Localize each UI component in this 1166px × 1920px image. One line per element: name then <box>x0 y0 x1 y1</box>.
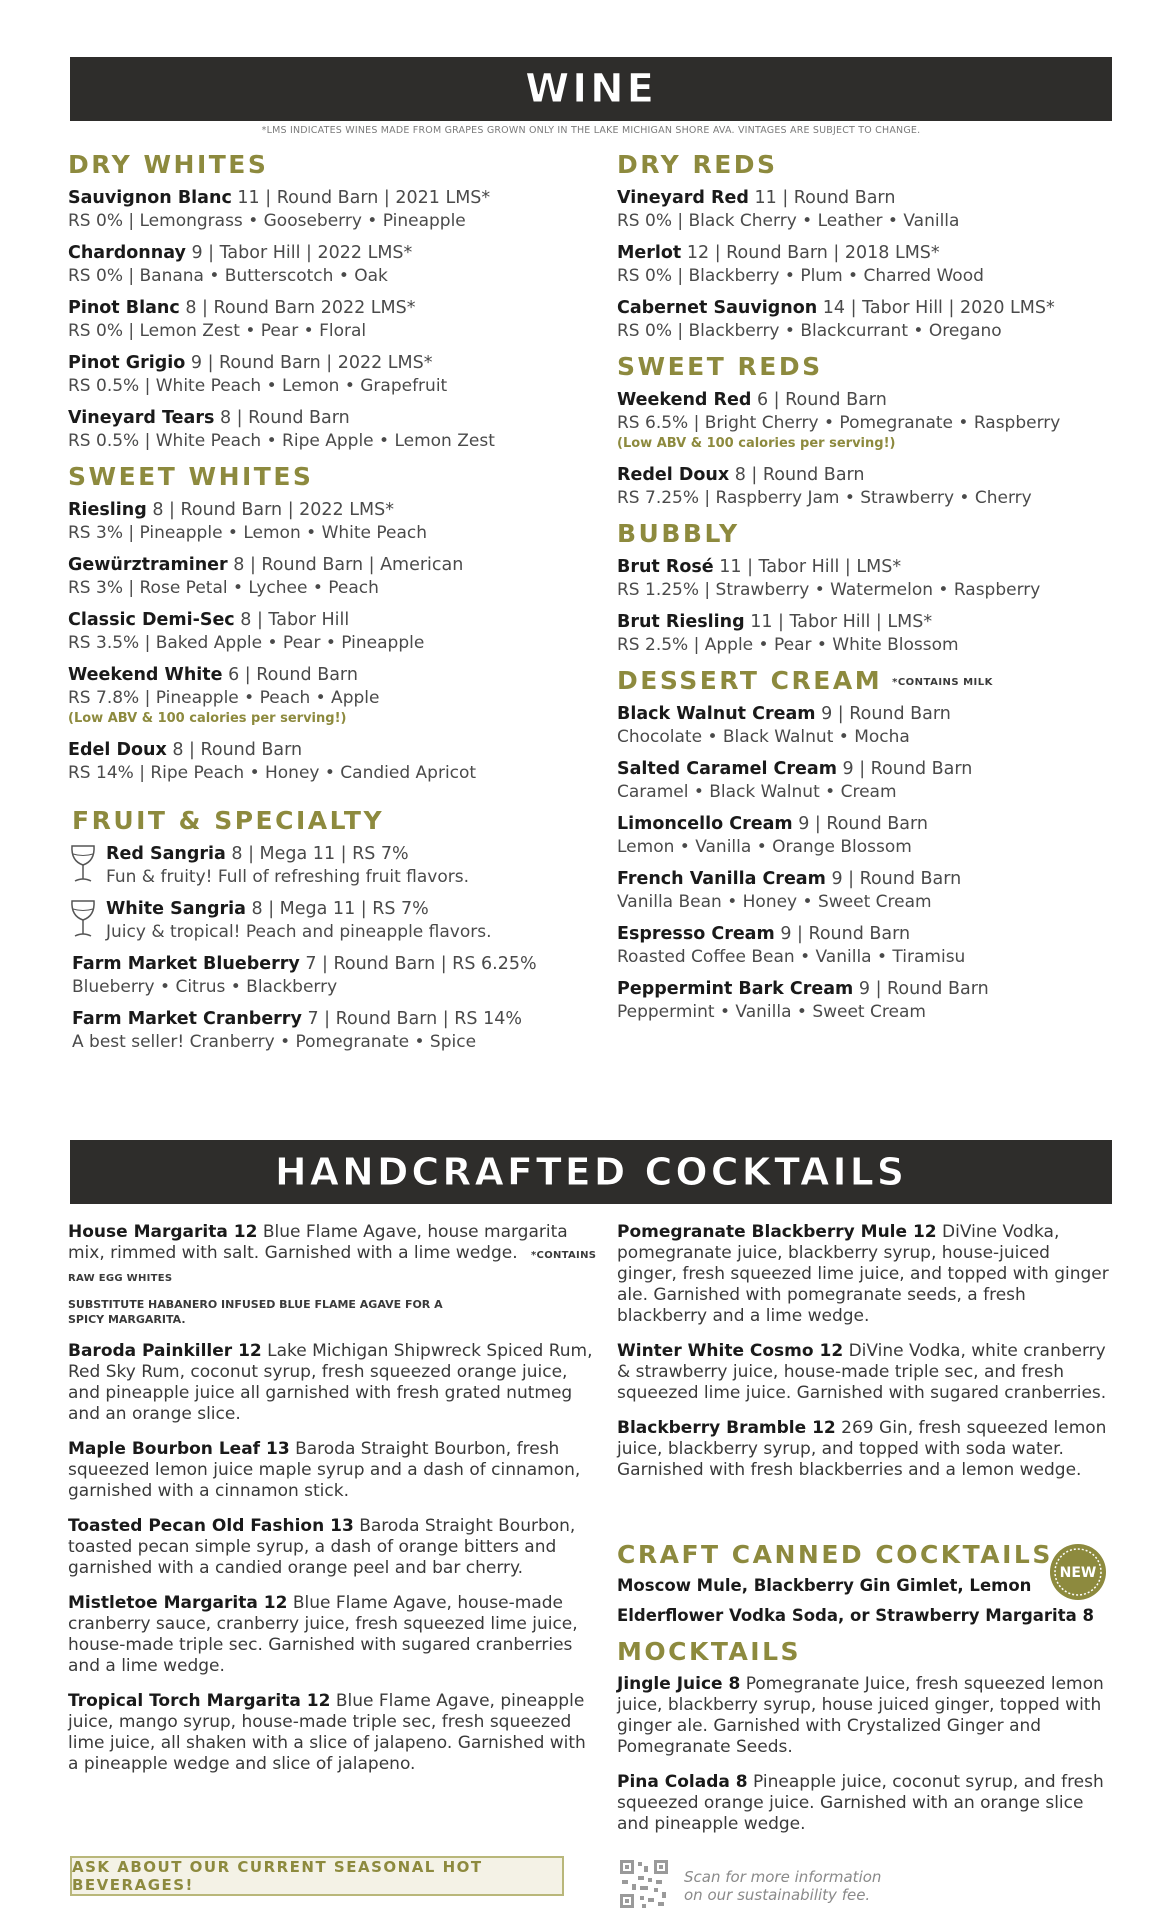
wine-notes: RS 3% | Rose Petal • Lychee • Peach <box>68 578 379 598</box>
cocktail-item <box>617 1222 1112 1327</box>
new-badge <box>1048 1542 1108 1602</box>
canned-line-2: Elderflower Vodka Soda, or Strawberry Margarita 8 <box>617 1606 1094 1625</box>
wine-glass-icon <box>68 843 98 885</box>
wine-item <box>617 813 1117 858</box>
mocktail-price: 8 <box>735 1772 748 1792</box>
wine-item <box>72 953 608 998</box>
cocktail-desc: DiVine Vodka, pomegranate juice, blackberry syrup, house-juiced ginger, fresh squeezed lime juice, and topped with ginger ale. Garnished with pomegranate seeds, a fresh blackberry and a lime wedge. <box>617 1222 1109 1326</box>
wine-details: 9 | Round Barn <box>842 759 973 779</box>
cocktail-desc: Blue Flame Agave, pineapple juice, mango syrup, house-made triple sec, fresh squeezed lime juice, all shaken with a slice of jalapeno. Garnished with a pineapple wedge and slice of jalapeno. <box>68 1691 586 1774</box>
cocktail-item <box>617 1341 1112 1404</box>
wine-details: 7 | Round Barn | RS 6.25% <box>305 954 537 974</box>
sangria-name: Red Sangria <box>106 844 226 864</box>
wine-notes: RS 0% | Banana • Butterscotch • Oak <box>68 266 388 286</box>
mocktail-desc: Pineapple juice, coconut syrup, and fresh squeezed orange juice. Garnished with an orange slice and pineapple wedge. <box>617 1772 1104 1834</box>
wine-item <box>68 407 608 452</box>
wine-item <box>617 758 1117 803</box>
dessert-cream-title <box>617 666 1117 695</box>
wine-details: 6 | Round Barn <box>228 665 358 685</box>
wine-name: Riesling <box>68 500 147 520</box>
wine-notes: RS 14% | Ripe Peach • Honey • Candied Apricot <box>68 763 477 783</box>
scan-line-2: on our sustainability fee. <box>684 1886 871 1904</box>
wine-item <box>68 664 608 729</box>
wine-notes: A best seller! Cranberry • Pomegranate • Spice <box>72 1032 477 1052</box>
wine-item <box>617 868 1117 913</box>
wine-item <box>68 499 608 544</box>
wine-item <box>617 611 1117 656</box>
mocktail-item <box>617 1772 1117 1835</box>
wine-details: 8 | Tabor Hill <box>240 610 350 630</box>
wine-item <box>617 556 1117 601</box>
wine-notes: RS 0% | Lemon Zest • Pear • Floral <box>68 321 367 341</box>
dry-whites-title: DRY WHITES <box>68 150 269 179</box>
cocktail-price: 13 <box>330 1516 354 1536</box>
cocktail-price: 12 <box>233 1222 258 1242</box>
wine-name: Merlot <box>617 243 682 263</box>
cocktails-right-column <box>617 1222 1112 1495</box>
cocktail-name: House Margarita <box>68 1222 228 1242</box>
wine-details: 8 | Round Barn <box>172 740 303 760</box>
sweet-whites-title: SWEET WHITES <box>68 462 314 491</box>
cocktail-desc: Blue Flame Agave, house margarita mix, rimmed with salt. Garnished with a lime wedge. <box>68 1222 568 1263</box>
wine-details: 9 | Round Barn <box>831 869 962 889</box>
wine-name: Pinot Blanc <box>68 298 180 318</box>
wine-details: 11 | Tabor Hill | LMS* <box>719 557 902 577</box>
lms-note: *LMS INDICATES WINES MADE FROM GRAPES GROWN ONLY IN THE LAKE MICHIGAN SHORE AVA. VINTAGES ARE SUBJECT TO CHANGE. <box>261 125 921 136</box>
wine-name: Vineyard Red <box>617 188 749 208</box>
wine-name: Cabernet Sauvignon <box>617 298 818 318</box>
wine-item <box>617 187 1117 232</box>
dry-whites-list <box>68 187 608 452</box>
sangria-item <box>68 898 608 943</box>
wine-name: Redel Doux <box>617 465 730 485</box>
sweet-reds-list <box>617 389 1117 509</box>
wine-notes: Vanilla Bean • Honey • Sweet Cream <box>617 892 932 912</box>
sweet-reds-title: SWEET REDS <box>617 352 823 381</box>
cocktail-name: Tropical Torch Margarita <box>68 1691 301 1711</box>
seasonal-beverages-text: ASK ABOUT OUR CURRENT SEASONAL HOT BEVERAGES! <box>72 1858 483 1894</box>
wine-details: 7 | Round Barn | RS 14% <box>307 1009 522 1029</box>
wine-details: 12 | Round Barn | 2018 LMS* <box>686 243 940 263</box>
cocktails-banner <box>70 1140 1112 1204</box>
wine-details: 11 | Round Barn <box>754 188 896 208</box>
wine-left-column <box>68 150 608 1063</box>
cocktail-desc: Baroda Straight Bourbon, toasted pecan simple syrup, a dash of orange bitters and garnished with a candied orange peel and bar cherry. <box>68 1516 576 1578</box>
wine-notes: RS 3.5% | Baked Apple • Pear • Pineapple <box>68 633 425 653</box>
wine-details: 14 | Tabor Hill | 2020 LMS* <box>822 298 1055 318</box>
wine-name: Salted Caramel Cream <box>617 759 837 779</box>
wine-notes: Caramel • Black Walnut • Cream <box>617 782 897 802</box>
cocktails-title: HANDCRAFTED COCKTAILS <box>274 1150 908 1194</box>
cocktail-name: Mistletoe Margarita <box>68 1593 258 1613</box>
wine-notes: RS 7.25% | Raspberry Jam • Strawberry • Cherry <box>617 488 1032 508</box>
wine-notes: RS 6.5% | Bright Cherry • Pomegranate • Raspberry <box>617 413 1061 433</box>
mocktail-desc: Pomegranate Juice, fresh squeezed lemon juice, blackberry syrup, house juiced ginger, topped with ginger ale. Garnished with Crystalized Ginger and Pomegranate Seeds. <box>617 1674 1104 1757</box>
cocktail-price: 12 <box>912 1222 937 1242</box>
wine-notes: Peppermint • Vanilla • Sweet Cream <box>617 1002 926 1022</box>
wine-item <box>72 1008 608 1053</box>
mocktail-name: Jingle Juice <box>617 1674 723 1694</box>
cocktail-name: Toasted Pecan Old Fashion <box>68 1516 325 1536</box>
wine-notes: RS 2.5% | Apple • Pear • White Blossom <box>617 635 959 655</box>
cocktail-desc: Lake Michigan Shipwreck Spiced Rum, Red Sky Rum, coconut syrup, fresh squeezed orange juice, and pineapple juice all garnished with fresh grated nutmeg and an orange slice. <box>68 1341 593 1424</box>
cocktail-name: Pomegranate Blackberry Mule <box>617 1222 908 1242</box>
sangria-notes: Juicy & tropical! Peach and pineapple flavors. <box>106 922 492 942</box>
mocktails-title: MOCKTAILS <box>617 1637 802 1666</box>
sustainability-note <box>684 1868 924 1904</box>
cocktail-desc: Blue Flame Agave, house-made cranberry sauce, cranberry juice, fresh squeezed lime juice, house-made triple sec. Garnished with sugared cranberries and a lime wedge. <box>68 1593 578 1676</box>
wine-details: 8 | Round Barn | American <box>233 555 464 575</box>
wine-notes: Chocolate • Black Walnut • Mocha <box>617 727 910 747</box>
promo-note: (Low ABV & 100 calories per serving!) <box>68 711 347 726</box>
wine-item <box>68 609 608 654</box>
bubbly-list <box>617 556 1117 656</box>
wine-notes: RS 3% | Pineapple • Lemon • White Peach <box>68 523 428 543</box>
dessert-cream-list <box>617 703 1117 1023</box>
wine-name: Farm Market Cranberry <box>72 1009 302 1029</box>
wine-name: Weekend White <box>68 665 223 685</box>
dessert-cream-title-text: DESSERT CREAM <box>617 666 883 695</box>
cocktail-name: Baroda Painkiller <box>68 1341 233 1361</box>
wine-name: Espresso Cream <box>617 924 775 944</box>
cocktail-item <box>68 1439 598 1502</box>
wine-notes: RS 0.5% | White Peach • Ripe Apple • Lemon Zest <box>68 431 495 451</box>
seasonal-beverages-box <box>70 1856 564 1896</box>
wine-details: 9 | Round Barn | 2022 LMS* <box>190 353 433 373</box>
wine-item <box>68 242 608 287</box>
sangria-notes: Fun & fruity! Full of refreshing fruit flavors. <box>106 867 469 887</box>
contains-milk-note: *CONTAINS MILK <box>892 676 993 688</box>
sangria-details: 8 | Mega 11 | RS 7% <box>231 844 409 864</box>
wine-item <box>617 242 1117 287</box>
cocktail-item <box>68 1516 598 1579</box>
cocktail-price: 12 <box>812 1418 836 1438</box>
wine-name: Farm Market Blueberry <box>72 954 300 974</box>
bubbly-title: BUBBLY <box>617 519 740 548</box>
wine-title: WINE <box>525 66 657 112</box>
wine-name: Classic Demi-Sec <box>68 610 235 630</box>
wine-name: Brut Riesling <box>617 612 745 632</box>
wine-item <box>617 978 1117 1023</box>
promo-note: (Low ABV & 100 calories per serving!) <box>617 436 896 451</box>
wine-notes: Roasted Coffee Bean • Vanilla • Tiramisu <box>617 947 966 967</box>
wine-name: Sauvignon Blanc <box>68 188 232 208</box>
wine-details: 11 | Round Barn | 2021 LMS* <box>237 188 491 208</box>
wine-notes: RS 0% | Black Cherry • Leather • Vanilla <box>617 211 960 231</box>
wine-item <box>68 297 608 342</box>
sweet-whites-list <box>68 499 608 784</box>
scan-line-1: Scan for more information <box>684 1868 882 1886</box>
wine-name: Peppermint Bark Cream <box>617 979 854 999</box>
cocktail-desc: Baroda Straight Bourbon, fresh squeezed lemon juice maple syrup and a dash of cinnamon, garnished with a cinnamon stick. <box>68 1439 581 1501</box>
wine-item <box>617 923 1117 968</box>
wine-item <box>68 187 608 232</box>
wine-item <box>68 554 608 599</box>
wine-details: 9 | Round Barn <box>780 924 911 944</box>
wine-notes: RS 7.8% | Pineapple • Peach • Apple <box>68 688 380 708</box>
mocktail-item <box>617 1674 1117 1758</box>
mocktail-price: 8 <box>728 1674 741 1694</box>
wine-name: Weekend Red <box>617 390 752 410</box>
wine-notes: RS 0% | Blackberry • Plum • Charred Wood <box>617 266 984 286</box>
wine-name: Brut Rosé <box>617 557 714 577</box>
wine-name: Pinot Grigio <box>68 353 186 373</box>
wine-item <box>617 389 1117 454</box>
craft-canned-title: CRAFT CANNED COCKTAILS <box>617 1540 1053 1569</box>
wine-notes: Lemon • Vanilla • Orange Blossom <box>617 837 912 857</box>
canned-line-1: Moscow Mule, Blackberry Gin Gimlet, Lemon <box>617 1576 1032 1595</box>
wine-details: 8 | Round Barn | 2022 LMS* <box>152 500 394 520</box>
cocktail-price: 12 <box>263 1593 288 1613</box>
sangria-details: 8 | Mega 11 | RS 7% <box>251 899 429 919</box>
dry-reds-list <box>617 187 1117 342</box>
wine-notes: Blueberry • Citrus • Blackberry <box>72 977 338 997</box>
wine-details: 11 | Tabor Hill | LMS* <box>750 612 933 632</box>
cocktail-price: 12 <box>819 1341 844 1361</box>
qr-code[interactable] <box>618 1858 670 1910</box>
fruit-specialty-list <box>68 843 608 1053</box>
wine-details: 9 | Round Barn <box>821 704 951 724</box>
cocktail-price: 12 <box>306 1691 331 1711</box>
sangria-item <box>68 843 608 888</box>
habanero-note: SUBSTITUTE HABANERO INFUSED BLUE FLAME AGAVE FOR A SPICY MARGARITA. <box>68 1298 443 1326</box>
wine-details: 9 | Round Barn <box>858 979 989 999</box>
cocktail-name: Maple Bourbon Leaf <box>68 1439 261 1459</box>
canned-mocktails-column <box>617 1540 1117 1849</box>
wine-item <box>617 464 1117 509</box>
cocktail-name: Blackberry Bramble <box>617 1418 807 1438</box>
cocktail-price: 12 <box>238 1341 262 1361</box>
cocktail-item <box>68 1341 598 1425</box>
wine-notes: RS 0.5% | White Peach • Lemon • Grapefruit <box>68 376 448 396</box>
wine-item <box>68 352 608 397</box>
wine-details: 8 | Round Barn 2022 LMS* <box>185 298 416 318</box>
raw-egg-note: *CONTAINS RAW EGG WHITES <box>68 1250 597 1284</box>
sangria-name: White Sangria <box>106 899 246 919</box>
wine-details: 8 | Round Barn <box>734 465 865 485</box>
mocktail-name: Pina Colada <box>617 1772 730 1792</box>
wine-name: Gewürztraminer <box>68 555 228 575</box>
cocktails-left-column <box>68 1222 598 1789</box>
wine-notes: RS 0% | Blackberry • Blackcurrant • Oregano <box>617 321 1002 341</box>
wine-notes: RS 0% | Lemongrass • Gooseberry • Pineapple <box>68 211 466 231</box>
wine-item <box>617 297 1117 342</box>
wine-name: Vineyard Tears <box>68 408 215 428</box>
cocktail-price: 13 <box>265 1439 290 1459</box>
wine-name: Limoncello Cream <box>617 814 793 834</box>
wine-item <box>617 703 1117 748</box>
wine-notes: RS 1.25% | Strawberry • Watermelon • Raspberry <box>617 580 1041 600</box>
cocktail-item <box>68 1691 598 1775</box>
wine-glass-icon <box>68 898 98 940</box>
wine-details: 9 | Tabor Hill | 2022 LMS* <box>191 243 413 263</box>
fruit-specialty-title: FRUIT & SPECIALTY <box>72 806 385 835</box>
cocktail-desc: DiVine Vodka, white cranberry & strawberry juice, house-made triple sec, and fresh squeezed lime juice. Garnished with sugared cranberries. <box>617 1341 1107 1403</box>
new-badge-label: NEW <box>1059 1565 1097 1581</box>
cocktail-item <box>68 1593 598 1677</box>
wine-details: 8 | Round Barn <box>219 408 350 428</box>
wine-name: Black Walnut Cream <box>617 704 816 724</box>
cocktail-item <box>68 1222 598 1327</box>
wine-item <box>68 739 608 784</box>
wine-right-column <box>617 150 1117 1033</box>
wine-name: Chardonnay <box>68 243 186 263</box>
wine-details: 9 | Round Barn <box>798 814 928 834</box>
cocktail-name: Winter White Cosmo <box>617 1341 814 1361</box>
wine-banner <box>70 57 1112 121</box>
wine-name: Edel Doux <box>68 740 167 760</box>
dry-reds-title: DRY REDS <box>617 150 778 179</box>
cocktail-item <box>617 1418 1112 1481</box>
wine-name: French Vanilla Cream <box>617 869 826 889</box>
wine-details: 6 | Round Barn <box>756 390 887 410</box>
cocktail-desc: 269 Gin, fresh squeezed lemon juice, blackberry syrup, and topped with soda water. Garnished with fresh blackberries and a lemon wedge. <box>617 1418 1107 1480</box>
